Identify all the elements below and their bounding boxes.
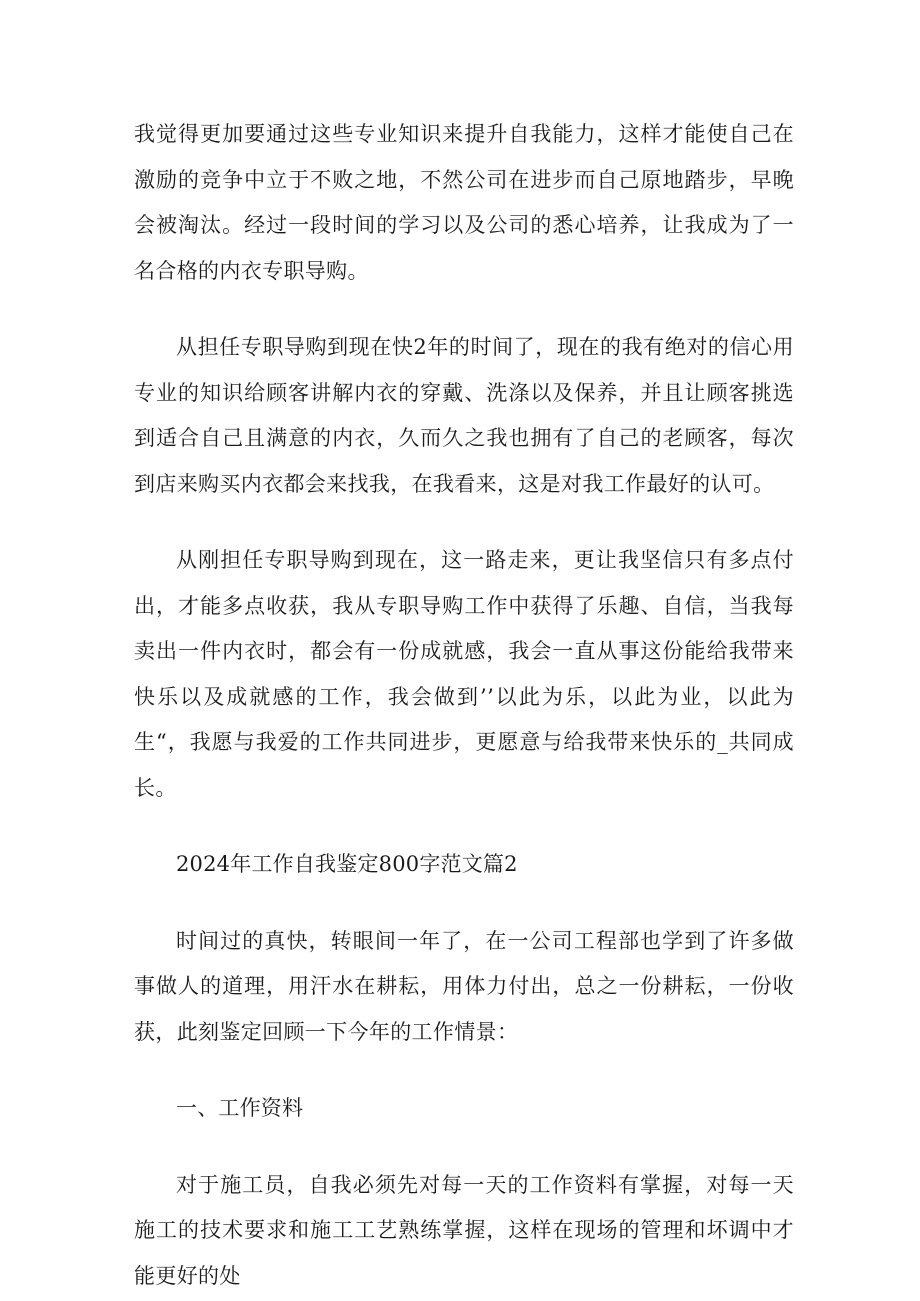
paragraph-4: 时间过的真快，转眼间一年了，在一公司工程部也学到了许多做事做人的道理，用汗水在耕耘，用体力付出，总之一份耕耘，一份收获，此刻鉴定回顾一下今年的工作情景： bbox=[134, 928, 794, 1044]
paragraph-gap bbox=[134, 507, 794, 538]
paragraph-gap bbox=[134, 1055, 794, 1086]
paragraph-2: 从担任专职导购到现在快2年的时间了，现在的我有绝对的信心用专业的知识给顾客讲解内衣的穿戴、洗涤以及保养，并且让顾客挑选到适合自己且满意的内衣，久而久之我也拥有了自己的老顾客，每次到店来购买内衣都会来找我，在我看来，这是对我工作最好的认可。 bbox=[134, 335, 794, 496]
paragraph-3: 从刚担任专职导购到现在，这一路走来，更让我坚信只有多点付出，才能多点收获，我从专职导购工作中获得了乐趣、自信，当我每卖出一件内衣时，都会有一份成就感，我会一直从事这份能给我带来快乐以及成就感的工作，我会做到’’以此为乐，以此为业，以此为生“，我愿与我爱的工作共同进步，更愿意与给我带来快乐的_共同成长。 bbox=[134, 548, 794, 800]
paragraph-gap bbox=[134, 888, 794, 919]
document-page bbox=[134, 112, 794, 1299]
paragraph-gap bbox=[134, 1132, 794, 1163]
paragraph-5: 对于施工员，自我必须先对每一天的工作资料有掌握，对每一天施工的技术要求和施工工艺熟练掌握，这样在现场的管理和坏调中才能更好的处 bbox=[134, 1172, 794, 1288]
paragraph-1: 我觉得更加要通过这些专业知识来提升自我能力，这样才能使自己在激励的竞争中立于不败之地，不然公司在进步而自己原地踏步，早晚会被淘汰。经过一段时间的学习以及公司的悉心培养，让我成为了一名合格的内衣专职导购。 bbox=[134, 122, 794, 283]
paragraph-gap bbox=[134, 811, 794, 842]
section-heading: 2024年工作自我鉴定800字范文篇2 bbox=[176, 852, 518, 876]
subsection-title: 一、工作资料 bbox=[176, 1096, 304, 1120]
paragraph-gap bbox=[134, 294, 794, 325]
